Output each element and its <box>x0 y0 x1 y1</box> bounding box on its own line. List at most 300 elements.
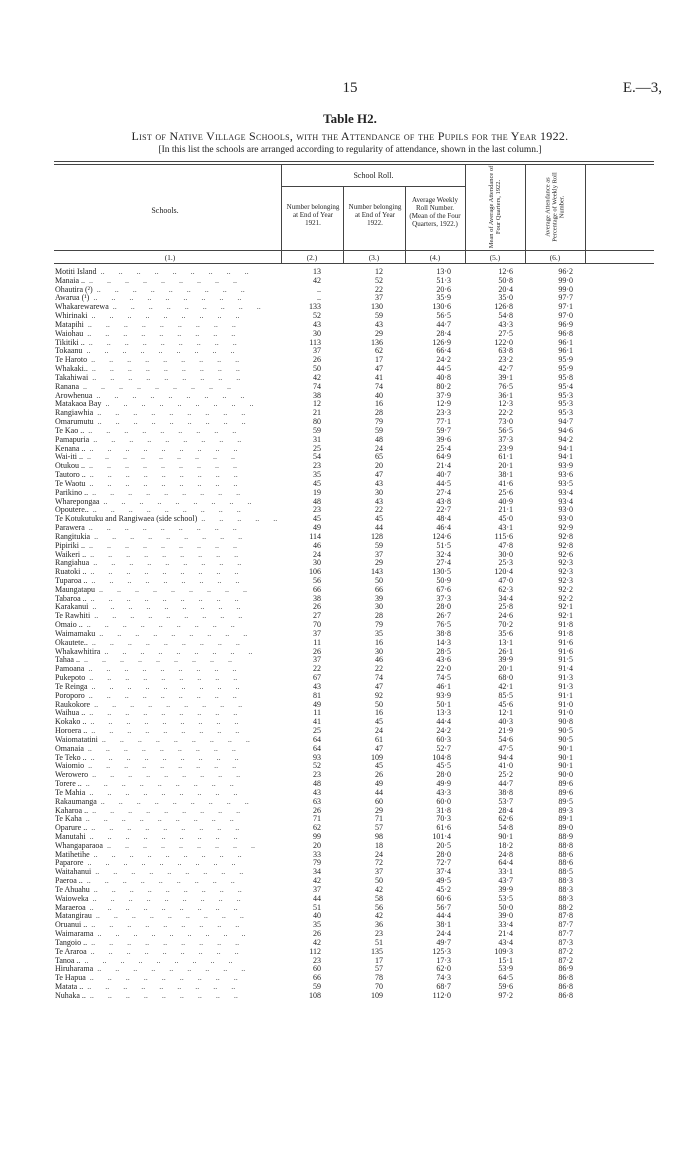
school-name: Ruatoki .. .. <box>55 568 280 577</box>
roll-1921: 23 <box>313 955 321 965</box>
table-row <box>0 648 700 657</box>
school-name: Matihetihe .. <box>55 851 280 860</box>
mean-attendance: 54·8 <box>498 311 513 321</box>
table-row <box>0 692 700 701</box>
avg-weekly-roll: 130·5 <box>432 567 451 577</box>
school-name: Oruanui .. .. <box>55 921 280 930</box>
avg-weekly-roll: 68·7 <box>436 982 451 992</box>
roll-1922: 45 <box>375 514 383 524</box>
school-name: Waiomatatini .. <box>55 736 280 745</box>
roll-1921: 67 <box>313 673 321 683</box>
avg-weekly-roll: 61·6 <box>436 823 451 833</box>
mean-attendance: 90·1 <box>498 832 513 841</box>
roll-1921: 43 <box>313 319 321 329</box>
table-row <box>0 868 700 877</box>
roll-1922: 47 <box>375 470 383 480</box>
avg-weekly-roll: 17·3 <box>436 955 451 965</box>
roll-1922: 128 <box>371 531 383 541</box>
attendance-percent: 93·4 <box>558 487 573 497</box>
col6-header: Average Attendance as Percentage of Weekly Roll Number. <box>544 172 566 242</box>
table-row <box>0 612 700 621</box>
table-row <box>0 515 700 524</box>
attendance-percent: 92·2 <box>558 584 573 594</box>
attendance-percent: 86·8 <box>558 990 573 1000</box>
mean-attendance: 43·7 <box>498 876 513 886</box>
mean-attendance: 33·4 <box>498 920 513 930</box>
school-name: Tabaroa .. .. <box>55 595 280 604</box>
roll-1922: 24 <box>375 726 383 736</box>
roll-1922: 65 <box>375 452 383 462</box>
roll-1922: 135 <box>371 946 383 956</box>
school-name: Kokako .. .. <box>55 718 280 727</box>
school-name: Whangaparaoa .. <box>55 842 280 851</box>
table-row <box>0 656 700 665</box>
attendance-percent: 92·1 <box>558 602 573 612</box>
page-reference: E.—3, <box>622 80 662 96</box>
attendance-percent: 94·1 <box>558 452 573 462</box>
roll-1921: 59 <box>313 982 321 992</box>
mean-attendance: 53·7 <box>498 796 513 806</box>
roll-1921: 21 <box>313 408 321 418</box>
school-name: Te Waotu .. <box>55 480 280 489</box>
avg-weekly-roll: 21·4 <box>436 461 451 471</box>
school-name: Whakarewarewa .. <box>55 303 280 312</box>
roll-1922: 79 <box>375 620 383 630</box>
roll-1921: 27 <box>313 611 321 621</box>
roll-1922: 58 <box>375 893 383 903</box>
table-row <box>0 877 700 886</box>
roll-1922: 92 <box>375 690 383 700</box>
roll-1922: 109 <box>371 990 383 1000</box>
roll-1921: 66 <box>313 973 321 983</box>
avg-weekly-roll: 24·2 <box>436 726 451 736</box>
avg-weekly-roll: 46·4 <box>436 523 451 533</box>
roll-1922: 44 <box>375 787 383 797</box>
avg-weekly-roll: 44·4 <box>436 717 451 727</box>
roll-1921: 70 <box>313 620 321 630</box>
avg-weekly-roll: 46·1 <box>436 681 451 691</box>
school-name: Okautete.. .. <box>55 639 280 648</box>
table-row <box>0 356 700 365</box>
attendance-percent: 90·5 <box>558 734 573 744</box>
mean-attendance: 85·5 <box>498 690 513 700</box>
table-row <box>0 851 700 860</box>
school-name: Te Hapua .. <box>55 974 280 983</box>
col5-header: Mean of Average Attendance of Four Quarters, 1922. <box>488 165 502 249</box>
mean-attendance: 45·0 <box>498 514 513 524</box>
table-row <box>0 568 700 577</box>
mean-attendance: 28·4 <box>498 805 513 815</box>
attendance-percent: 89·1 <box>558 814 573 824</box>
avg-weekly-roll: 25·4 <box>436 443 451 453</box>
avg-weekly-roll: 38·8 <box>436 628 451 638</box>
mean-attendance: 43·1 <box>498 523 513 533</box>
roll-1922: 57 <box>375 823 383 833</box>
attendance-percent: 93·4 <box>558 496 573 506</box>
roll-1921: 60 <box>313 964 321 974</box>
mean-attendance: 12·1 <box>498 708 513 718</box>
attendance-percent: 91·3 <box>558 681 573 691</box>
table-row <box>0 268 700 277</box>
roll-1921: 12 <box>313 399 321 409</box>
roll-1921: 108 <box>309 990 321 1000</box>
mean-attendance: 13·1 <box>498 637 513 647</box>
table-row <box>0 506 700 515</box>
roll-1922: 30 <box>375 602 383 612</box>
roll-1922: 61 <box>375 734 383 744</box>
attendance-percent: 90·1 <box>558 743 573 753</box>
table-row <box>0 630 700 639</box>
attendance-percent: 99·0 <box>558 284 573 294</box>
table-row <box>0 824 700 833</box>
school-name: Pamapuria .. <box>55 436 280 445</box>
school-name: Wharepongaa .. <box>55 498 280 507</box>
avg-weekly-roll: 28·0 <box>436 770 451 780</box>
school-name: Matakaoa Bay .. <box>55 400 280 409</box>
avg-weekly-roll: 60·3 <box>436 734 451 744</box>
roll-1922: 49 <box>375 779 383 789</box>
mean-attendance: 12·3 <box>498 399 513 409</box>
roll-1922: 43 <box>375 478 383 488</box>
avg-weekly-roll: 56·7 <box>436 902 451 912</box>
col-divider-5 <box>525 164 526 263</box>
mean-attendance: 25·3 <box>498 558 513 568</box>
attendance-percent: 91·0 <box>558 699 573 709</box>
school-name: Waitahanui .. <box>55 868 280 877</box>
school-name: Matata .. .. <box>55 983 280 992</box>
table-row <box>0 948 700 957</box>
mean-attendance: 54·8 <box>498 823 513 833</box>
roll-1921: 112 <box>309 946 321 956</box>
roll-1922: 52 <box>375 275 383 285</box>
roll-1921: 26 <box>313 355 321 365</box>
attendance-percent: 90·8 <box>558 717 573 727</box>
avg-weekly-roll: 130·6 <box>432 302 451 312</box>
mean-attendance: 42·1 <box>498 681 513 691</box>
attendance-percent: 96·1 <box>558 337 573 347</box>
attendance-percent: 88·3 <box>558 893 573 903</box>
attendance-percent: 88·8 <box>558 840 573 850</box>
avg-weekly-roll: 80·2 <box>436 381 451 391</box>
roll-1922: 62 <box>375 346 383 356</box>
attendance-percent: 90·5 <box>558 726 573 736</box>
roll-1921: 99 <box>313 832 321 841</box>
roll-1922: 59 <box>375 540 383 550</box>
avg-weekly-roll: 60·0 <box>436 796 451 806</box>
mean-attendance: 36·1 <box>498 390 513 400</box>
table-row <box>0 983 700 992</box>
table-row <box>0 683 700 692</box>
table-body <box>0 268 700 1001</box>
school-name: Waioweka .. <box>55 895 280 904</box>
avg-weekly-roll: 51·5 <box>436 540 451 550</box>
table-row <box>0 409 700 418</box>
roll-1921: 43 <box>313 787 321 797</box>
mean-attendance: 62·3 <box>498 584 513 594</box>
mean-attendance: 39·1 <box>498 372 513 382</box>
attendance-percent: 90·1 <box>558 752 573 762</box>
attendance-percent: 94·2 <box>558 434 573 444</box>
mean-attendance: 18·2 <box>498 840 513 850</box>
table-row <box>0 992 700 1001</box>
attendance-percent: 91·8 <box>558 620 573 630</box>
colnum-rule <box>54 250 654 251</box>
table-row <box>0 718 700 727</box>
table-row <box>0 665 700 674</box>
avg-weekly-roll: 44·5 <box>436 478 451 488</box>
page-number: 15 <box>342 80 358 96</box>
roll-1922: 23 <box>375 929 383 939</box>
mean-attendance: 97·2 <box>498 990 513 1000</box>
table-row <box>0 895 700 904</box>
school-name: Rakaumanga .. <box>55 798 280 807</box>
colnum-3: (3.) <box>368 253 380 262</box>
roll-1922: 45 <box>375 761 383 771</box>
table-row <box>0 427 700 436</box>
avg-weekly-roll: 74·3 <box>436 973 451 983</box>
avg-weekly-roll: 28·4 <box>436 328 451 338</box>
attendance-percent: 91·4 <box>558 664 573 674</box>
table-row <box>0 533 700 542</box>
avg-weekly-roll: 45·2 <box>436 884 451 894</box>
attendance-percent: 94·6 <box>558 425 573 435</box>
roll-1921: 22 <box>313 664 321 674</box>
mean-attendance: 21·4 <box>498 929 513 939</box>
attendance-percent: 97·1 <box>558 302 573 312</box>
table-row <box>0 603 700 612</box>
table-row <box>0 347 700 356</box>
mean-attendance: 25·2 <box>498 770 513 780</box>
roll-1922: 57 <box>375 964 383 974</box>
school-name: Whirinaki .. <box>55 312 280 321</box>
avg-weekly-roll: 13·0 <box>436 267 451 276</box>
roll-1922: 42 <box>375 911 383 921</box>
attendance-percent: 88·6 <box>558 849 573 859</box>
roll-1921: 54 <box>313 452 321 462</box>
roll-1921: 52 <box>313 311 321 321</box>
attendance-percent: 92·8 <box>558 540 573 550</box>
avg-weekly-roll: 125·3 <box>432 946 451 956</box>
roll-1921: 45 <box>313 514 321 524</box>
roll-1921: 62 <box>313 823 321 833</box>
school-name: Whakawhitira .. <box>55 648 280 657</box>
attendance-percent: 87·7 <box>558 920 573 930</box>
avg-weekly-roll: 31·8 <box>436 805 451 815</box>
mean-attendance: 41·0 <box>498 761 513 771</box>
attendance-percent: 96·9 <box>558 319 573 329</box>
school-name: Torere .. .. <box>55 780 280 789</box>
table-row <box>0 321 700 330</box>
avg-weekly-roll: 28·0 <box>436 602 451 612</box>
roll-1922: 130 <box>371 302 383 312</box>
mean-attendance: 24·8 <box>498 849 513 859</box>
roll-1922: 60 <box>375 796 383 806</box>
school-name: Motiti Island .. <box>55 268 280 277</box>
avg-weekly-roll: 50·9 <box>436 575 451 585</box>
attendance-percent: 89·0 <box>558 823 573 833</box>
avg-weekly-roll: 24·4 <box>436 929 451 939</box>
avg-weekly-roll: 20·6 <box>436 284 451 294</box>
attendance-percent: 91·3 <box>558 673 573 683</box>
roll-1922: 24 <box>375 849 383 859</box>
roll-1921: 48 <box>313 779 321 789</box>
table-row <box>0 727 700 736</box>
roll-1921: 51 <box>313 902 321 912</box>
school-name: Te Teko .. .. <box>55 754 280 763</box>
attendance-percent: 94·7 <box>558 417 573 427</box>
school-name: Hiruharama .. <box>55 965 280 974</box>
mean-attendance: 43·3 <box>498 319 513 329</box>
mean-attendance: 41·6 <box>498 478 513 488</box>
school-name: Kenana .. .. <box>55 445 280 454</box>
roll-1922: 45 <box>375 717 383 727</box>
roll-1922: 136 <box>371 337 383 347</box>
roll-1921: 25 <box>313 443 321 453</box>
roll-1921: 19 <box>313 487 321 497</box>
roll-1922: 59 <box>375 311 383 321</box>
mean-attendance: 122·0 <box>494 337 513 347</box>
roll-1921: 81 <box>313 690 321 700</box>
attendance-percent: 89·5 <box>558 796 573 806</box>
avg-weekly-roll: 49·7 <box>436 937 451 947</box>
school-name: Ranana .. <box>55 383 280 392</box>
table-row <box>0 930 700 939</box>
roll-1922: 50 <box>375 699 383 709</box>
attendance-percent: 88·9 <box>558 832 573 841</box>
col3-header: Number belonging at End of Year 1922. <box>348 203 402 227</box>
school-name: Te Mahia .. <box>55 789 280 798</box>
roll-1922: 47 <box>375 681 383 691</box>
school-name: Te Reinga .. <box>55 683 280 692</box>
colnum-2: (2.) <box>306 253 318 262</box>
mean-attendance: 25·6 <box>498 487 513 497</box>
avg-weekly-roll: 52·7 <box>436 743 451 753</box>
school-name: Maungatapu .. <box>55 586 280 595</box>
roll-1921: 26 <box>313 805 321 815</box>
roll-1921: 33 <box>313 849 321 859</box>
attendance-percent: 87·3 <box>558 937 573 947</box>
school-name: Waiomio .. <box>55 762 280 771</box>
attendance-percent: 88·3 <box>558 876 573 886</box>
col-divider-6 <box>585 164 586 263</box>
avg-weekly-roll: 13·3 <box>436 708 451 718</box>
attendance-percent: 91·0 <box>558 708 573 718</box>
roll-1921: 59 <box>313 425 321 435</box>
mean-attendance: 39·9 <box>498 884 513 894</box>
roll-1922: 37 <box>375 549 383 559</box>
attendance-percent: 94·1 <box>558 443 573 453</box>
roll-1921: 38 <box>313 593 321 603</box>
school-name: Parawera .. <box>55 524 280 533</box>
mean-attendance: 21·9 <box>498 726 513 736</box>
avg-weekly-roll: 72·7 <box>436 858 451 868</box>
school-name: Te Araroa .. <box>55 948 280 957</box>
roll-1921: 71 <box>313 814 321 824</box>
attendance-percent: 87·2 <box>558 946 573 956</box>
table-row <box>0 471 700 480</box>
table-row <box>0 709 700 718</box>
table-row <box>0 542 700 551</box>
avg-weekly-roll: 101·4 <box>432 832 451 841</box>
avg-weekly-roll: 43·3 <box>436 787 451 797</box>
avg-weekly-roll: 77·1 <box>436 417 451 427</box>
roll-1922: 70 <box>375 982 383 992</box>
avg-weekly-roll: 12·9 <box>436 399 451 409</box>
table-row <box>0 595 700 604</box>
mean-attendance: 22·2 <box>498 408 513 418</box>
roll-1922: 22 <box>375 664 383 674</box>
attendance-percent: 91·6 <box>558 637 573 647</box>
table-row <box>0 577 700 586</box>
roll-1922: 47 <box>375 743 383 753</box>
roll-1922: 29 <box>375 805 383 815</box>
mean-attendance: 50·0 <box>498 902 513 912</box>
mean-attendance: 34·4 <box>498 593 513 603</box>
roll-1921: 42 <box>313 372 321 382</box>
table-row <box>0 453 700 462</box>
roll-1921: 23 <box>313 505 321 515</box>
school-name: Tuparoa .. .. <box>55 577 280 586</box>
attendance-percent: 86·8 <box>558 973 573 983</box>
col4-header: Average Weekly Roll Number. (Mean of the Four Quarters, 1922.) <box>409 196 461 228</box>
mean-attendance: 38·1 <box>498 470 513 480</box>
roll-1922: 48 <box>375 434 383 444</box>
school-name: Paeroa .. .. <box>55 877 280 886</box>
roll-1922: 72 <box>375 858 383 868</box>
roll-1922: 56 <box>375 902 383 912</box>
roll-1921: .. <box>317 284 321 294</box>
school-name: Matangirau .. <box>55 912 280 921</box>
attendance-percent: 88·5 <box>558 867 573 877</box>
attendance-percent: 87·8 <box>558 911 573 921</box>
attendance-percent: 92·2 <box>558 593 573 603</box>
school-name: Te Kotukutuku and Rangiwaea (side school) .. <box>55 515 280 524</box>
school-name: Karakanui .. <box>55 603 280 612</box>
school-name: Tanoa .. .. <box>55 957 280 966</box>
table-row <box>0 912 700 921</box>
roll-1921: 11 <box>313 637 321 647</box>
roll-1921: 37 <box>313 346 321 356</box>
school-name: Manaia .. .. <box>55 277 280 286</box>
col-divider-2 <box>343 187 344 263</box>
mean-attendance: 54·6 <box>498 734 513 744</box>
mean-attendance: 70·2 <box>498 620 513 630</box>
attendance-percent: 88·2 <box>558 902 573 912</box>
avg-weekly-roll: 104·8 <box>432 752 451 762</box>
roll-1921: 49 <box>313 699 321 709</box>
roll-1922: 16 <box>375 708 383 718</box>
attendance-percent: 92·3 <box>558 567 573 577</box>
attendance-percent: 92·3 <box>558 575 573 585</box>
roll-1922: 50 <box>375 575 383 585</box>
attendance-percent: 95·3 <box>558 408 573 418</box>
avg-weekly-roll: 37·4 <box>436 867 451 877</box>
avg-weekly-roll: 126·9 <box>432 337 451 347</box>
avg-weekly-roll: 64·9 <box>436 452 451 462</box>
school-name: Waikeri .. .. <box>55 551 280 560</box>
school-name: Kaharoa .. .. <box>55 807 280 816</box>
mean-attendance: 73·0 <box>498 417 513 427</box>
attendance-percent: 93·5 <box>558 478 573 488</box>
roll-1921: 30 <box>313 558 321 568</box>
roll-1922: 22 <box>375 505 383 515</box>
school-name: Arowhenua .. <box>55 392 280 401</box>
table-row <box>0 621 700 630</box>
roll-1922: 98 <box>375 832 383 841</box>
avg-weekly-roll: 93·9 <box>436 690 451 700</box>
mean-attendance: 35·6 <box>498 628 513 638</box>
avg-weekly-roll: 43·8 <box>436 496 451 506</box>
